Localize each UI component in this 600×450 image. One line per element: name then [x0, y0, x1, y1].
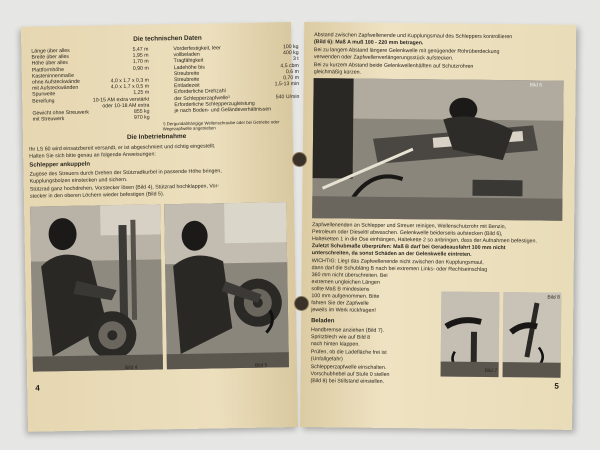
- right-body-9: extremen ungleichen Längen: [311, 279, 380, 286]
- spec-left-label: Länge über alles: [31, 47, 70, 55]
- right-body-3: Halteketten 1 in die Öse einhängen, Haltekette 2 so anbringen, dass der Aufnahmen befestigen.: [311, 236, 537, 245]
- spec-right-value: 3 t: [292, 56, 299, 63]
- pto-shaft-coupling-illustration: [312, 78, 563, 221]
- spec-right-label: Erforderliche Drehzahl: [174, 88, 226, 96]
- spec-left-label: Gewicht ohne Streuwerk: [32, 109, 90, 117]
- right-body-12: fahren Sie der Zapfwelle: [311, 300, 369, 307]
- page-number-right: 5: [554, 381, 559, 391]
- spec-left-label: Höhe über alles: [31, 60, 69, 67]
- intro-line-2: Halten Sie sich bitte genau an folgende Anweisungen:: [29, 151, 156, 160]
- binding-hole-bottom: [294, 296, 309, 311]
- right-top-line-5: Bei zu kurzem Abstand beide Gelenkwellenhälften auf Schutzrohren: [313, 62, 474, 70]
- body-line-2: Kupplungsbolzen einstecken und sichern.: [29, 176, 128, 185]
- spec-left-value: 855 kg: [133, 108, 150, 115]
- specs-table-right: [171, 44, 301, 114]
- spec-right-value: 100 kg: [282, 43, 299, 51]
- binding-hole-top: [292, 152, 307, 167]
- right-body-4: Zuletzt Schubmaße überprüfen: Maß B darf bei Geradeausfahrt 100 mm nicht: [311, 243, 506, 252]
- spec-right-label: Ladehöhe bis: [173, 64, 205, 71]
- person-support-wheel-illustration: [30, 204, 163, 371]
- spec-left-value: 4,0 x 1,7 x 0,5 m: [110, 83, 150, 91]
- open-manual: [28, 14, 568, 434]
- commissioning-heading: Die Inbetriebnahme: [126, 132, 187, 141]
- spec-left-label: Bereifung: [32, 97, 55, 105]
- spec-right-value: [273, 106, 302, 113]
- spec-left-label: Plattformhöhe: [31, 66, 65, 74]
- spec-right-label: Erforderliche Schlepperzugleistung: [174, 100, 255, 108]
- photo-bild-4: [30, 204, 163, 371]
- left-page: [21, 22, 298, 432]
- spec-right-value: 0,6 m: [285, 68, 299, 75]
- spec-left-value: 5,47 m: [132, 46, 149, 53]
- spec-left-value: 4,0 x 1,7 x 0,3 m: [110, 77, 150, 85]
- lever-illustration: [503, 292, 562, 378]
- loading-line-7: Vorschubhebel auf Stufe 0 stellen: [310, 371, 390, 378]
- body-line-4: stecker in den oberen Löchern wieder befestigen (Bild 5).: [29, 191, 165, 200]
- right-body-6: WICHTIG: Liegt das Zapfwellenende nicht zwischen den Kupplungsmaul,: [311, 258, 484, 266]
- spec-left-value: oder 10-18 AM extra: [102, 102, 150, 110]
- right-top-line-2: (Bild 6): Maß A muß 100 - 220 mm betragen.: [313, 39, 424, 47]
- photo-bild-8: [503, 292, 562, 378]
- spec-left-value: 10-15 AM extra verstärkt: [92, 96, 150, 104]
- loading-line-8: (Bild 8) bei Stillstand einstellen.: [310, 378, 385, 385]
- spec-left-label: ohne Aufsteckwände: [31, 78, 80, 86]
- photo-bild-6: [312, 78, 563, 221]
- caption-bild-4: Bild 4: [124, 364, 138, 372]
- spec-left-value: 0,90 m: [132, 65, 149, 72]
- loading-line-3: nach hinten klappen.: [310, 341, 360, 348]
- right-body-13: jeweils im Werk rückfragen!: [311, 307, 376, 314]
- spec-left-label: Breite über alles: [31, 54, 70, 61]
- loading-subheading: Beladen: [311, 318, 335, 325]
- body-line-3: Stützrad ganz hochdrehen, Vorstecker lösen (Bild 4), Stützrad hochklappen, Vor-: [29, 183, 220, 193]
- right-body-5: unterschreiten, da sonst Schäden an der Gelenkwelle eintreten.: [311, 250, 472, 258]
- photo-bild-5: [164, 202, 289, 369]
- right-body-10: sollte Maß B mindestens: [311, 286, 370, 293]
- technical-data-heading: Die technischen Daten: [133, 34, 202, 43]
- photo-bild-7: [441, 291, 500, 377]
- right-top-line-3: Bei zu langem Abstand längere Gelenkwelle mit genügender Rohrüberdeckung: [313, 47, 500, 56]
- spec-left-value: 1,95 m: [132, 52, 149, 60]
- spec-right-label: Tragfähigkeit: [173, 58, 204, 65]
- spec-left-label: Spurweite: [32, 91, 56, 99]
- right-top-line-1: Abstand zwischen Zapfwellenende und Kupplungsmaul des Schleppers kontrollieren: [314, 32, 513, 41]
- loading-line-1: Handbremse anziehen (Bild 7).: [310, 327, 385, 334]
- handbrake-illustration: [441, 291, 500, 377]
- spec-right-value: 0,70 m: [283, 74, 300, 82]
- caption-bild-8: Bild 8: [547, 294, 560, 301]
- caption-bild-6: Bild 6: [529, 82, 543, 89]
- right-page: [300, 22, 576, 430]
- right-top-line-6: gleichmäßig kürzen.: [313, 69, 362, 76]
- spec-right-label: vollbeladen: [173, 51, 200, 59]
- page-number-left: 4: [35, 383, 40, 393]
- loading-line-2: Spritzblech wie auf Bild 8: [310, 334, 371, 341]
- caption-bild-5: Bild 5: [254, 362, 268, 369]
- spec-left-label: mit Aufsteckwänden: [32, 85, 79, 92]
- spec-right-label: Vorderfestigkeit, leer: [173, 45, 221, 53]
- loading-line-4: Prüfen, ob die Ladefläche frei ist: [310, 349, 387, 356]
- loading-line-6: Schlepperzapfwelle einschalten.: [310, 364, 387, 371]
- spec-right-value: 400 kg: [282, 50, 299, 57]
- intro-line-1: Ihr LS 60 wird einsatzbereit versandt, er ist abgeschmiert und richtig eingestellt.: [29, 143, 216, 153]
- right-body-2: Petroleum oder Dieselöl abwaschen. Gelenkwelle beiderseits aufstecken (Bild 6),: [312, 229, 503, 238]
- right-body-8: 360 mm nicht überschreiten. Bei: [311, 272, 388, 279]
- spec-right-label: der Schlepperzapfwelle¹: [174, 94, 230, 102]
- spec-right-value: 4,5 cbm: [280, 62, 299, 69]
- spec-right-label: je nach Boden- und Geländeverhältnissen: [174, 106, 272, 115]
- right-body-11: 100 mm aufgenommen. Bitte: [311, 293, 380, 300]
- spec-right-label: Entladezeit: [173, 82, 200, 90]
- spec-right-value: 540 U/min: [275, 93, 300, 100]
- spec-right-row: [172, 106, 301, 114]
- spec-left-row: [31, 115, 152, 123]
- spec-right-value: 1,5-13 min: [274, 81, 300, 88]
- spec-right-label: Streubreite: [173, 70, 200, 77]
- spec-left-value: 1,70 m: [132, 58, 149, 66]
- spec-right-label: Streubreite: [173, 76, 200, 84]
- coupling-subheading: Schlepper ankuppeln: [29, 161, 91, 169]
- spec-left-value: 1,25 m: [133, 89, 150, 97]
- footnote: ¹) Dergundabhängige Wellenschraube oder bei Getriebe oder Wegezapfwelle angetrieben: [162, 119, 280, 132]
- spec-left-value: 970 kg: [133, 114, 150, 122]
- right-body-7: dann darf die Schubläng B nach bei extremen Links- oder Rechtseinschlag: [311, 265, 488, 273]
- spec-left-label: mit Streuwerk: [32, 116, 65, 123]
- spec-left-label: Kasteninnenmaße: [31, 72, 74, 80]
- body-line-1: Zugöse des Streuers durch Drehen der Stützradkurbel in passende Höhe bringen,: [29, 168, 222, 178]
- specs-table-left: [29, 47, 151, 124]
- caption-bild-7: Bild 7: [484, 367, 498, 375]
- person-folding-wheel-illustration: [164, 202, 289, 369]
- right-top-line-4: verwenden oder Zapfwellenverlängerungsstück aufstecken.: [313, 54, 454, 62]
- right-body-1: Zapfwellenenden an Schlepper und Streuer reinigen, Wellenschutzrohr mit Benzin,: [312, 222, 507, 231]
- loading-line-5: (Unfallgefahr): [310, 356, 343, 363]
